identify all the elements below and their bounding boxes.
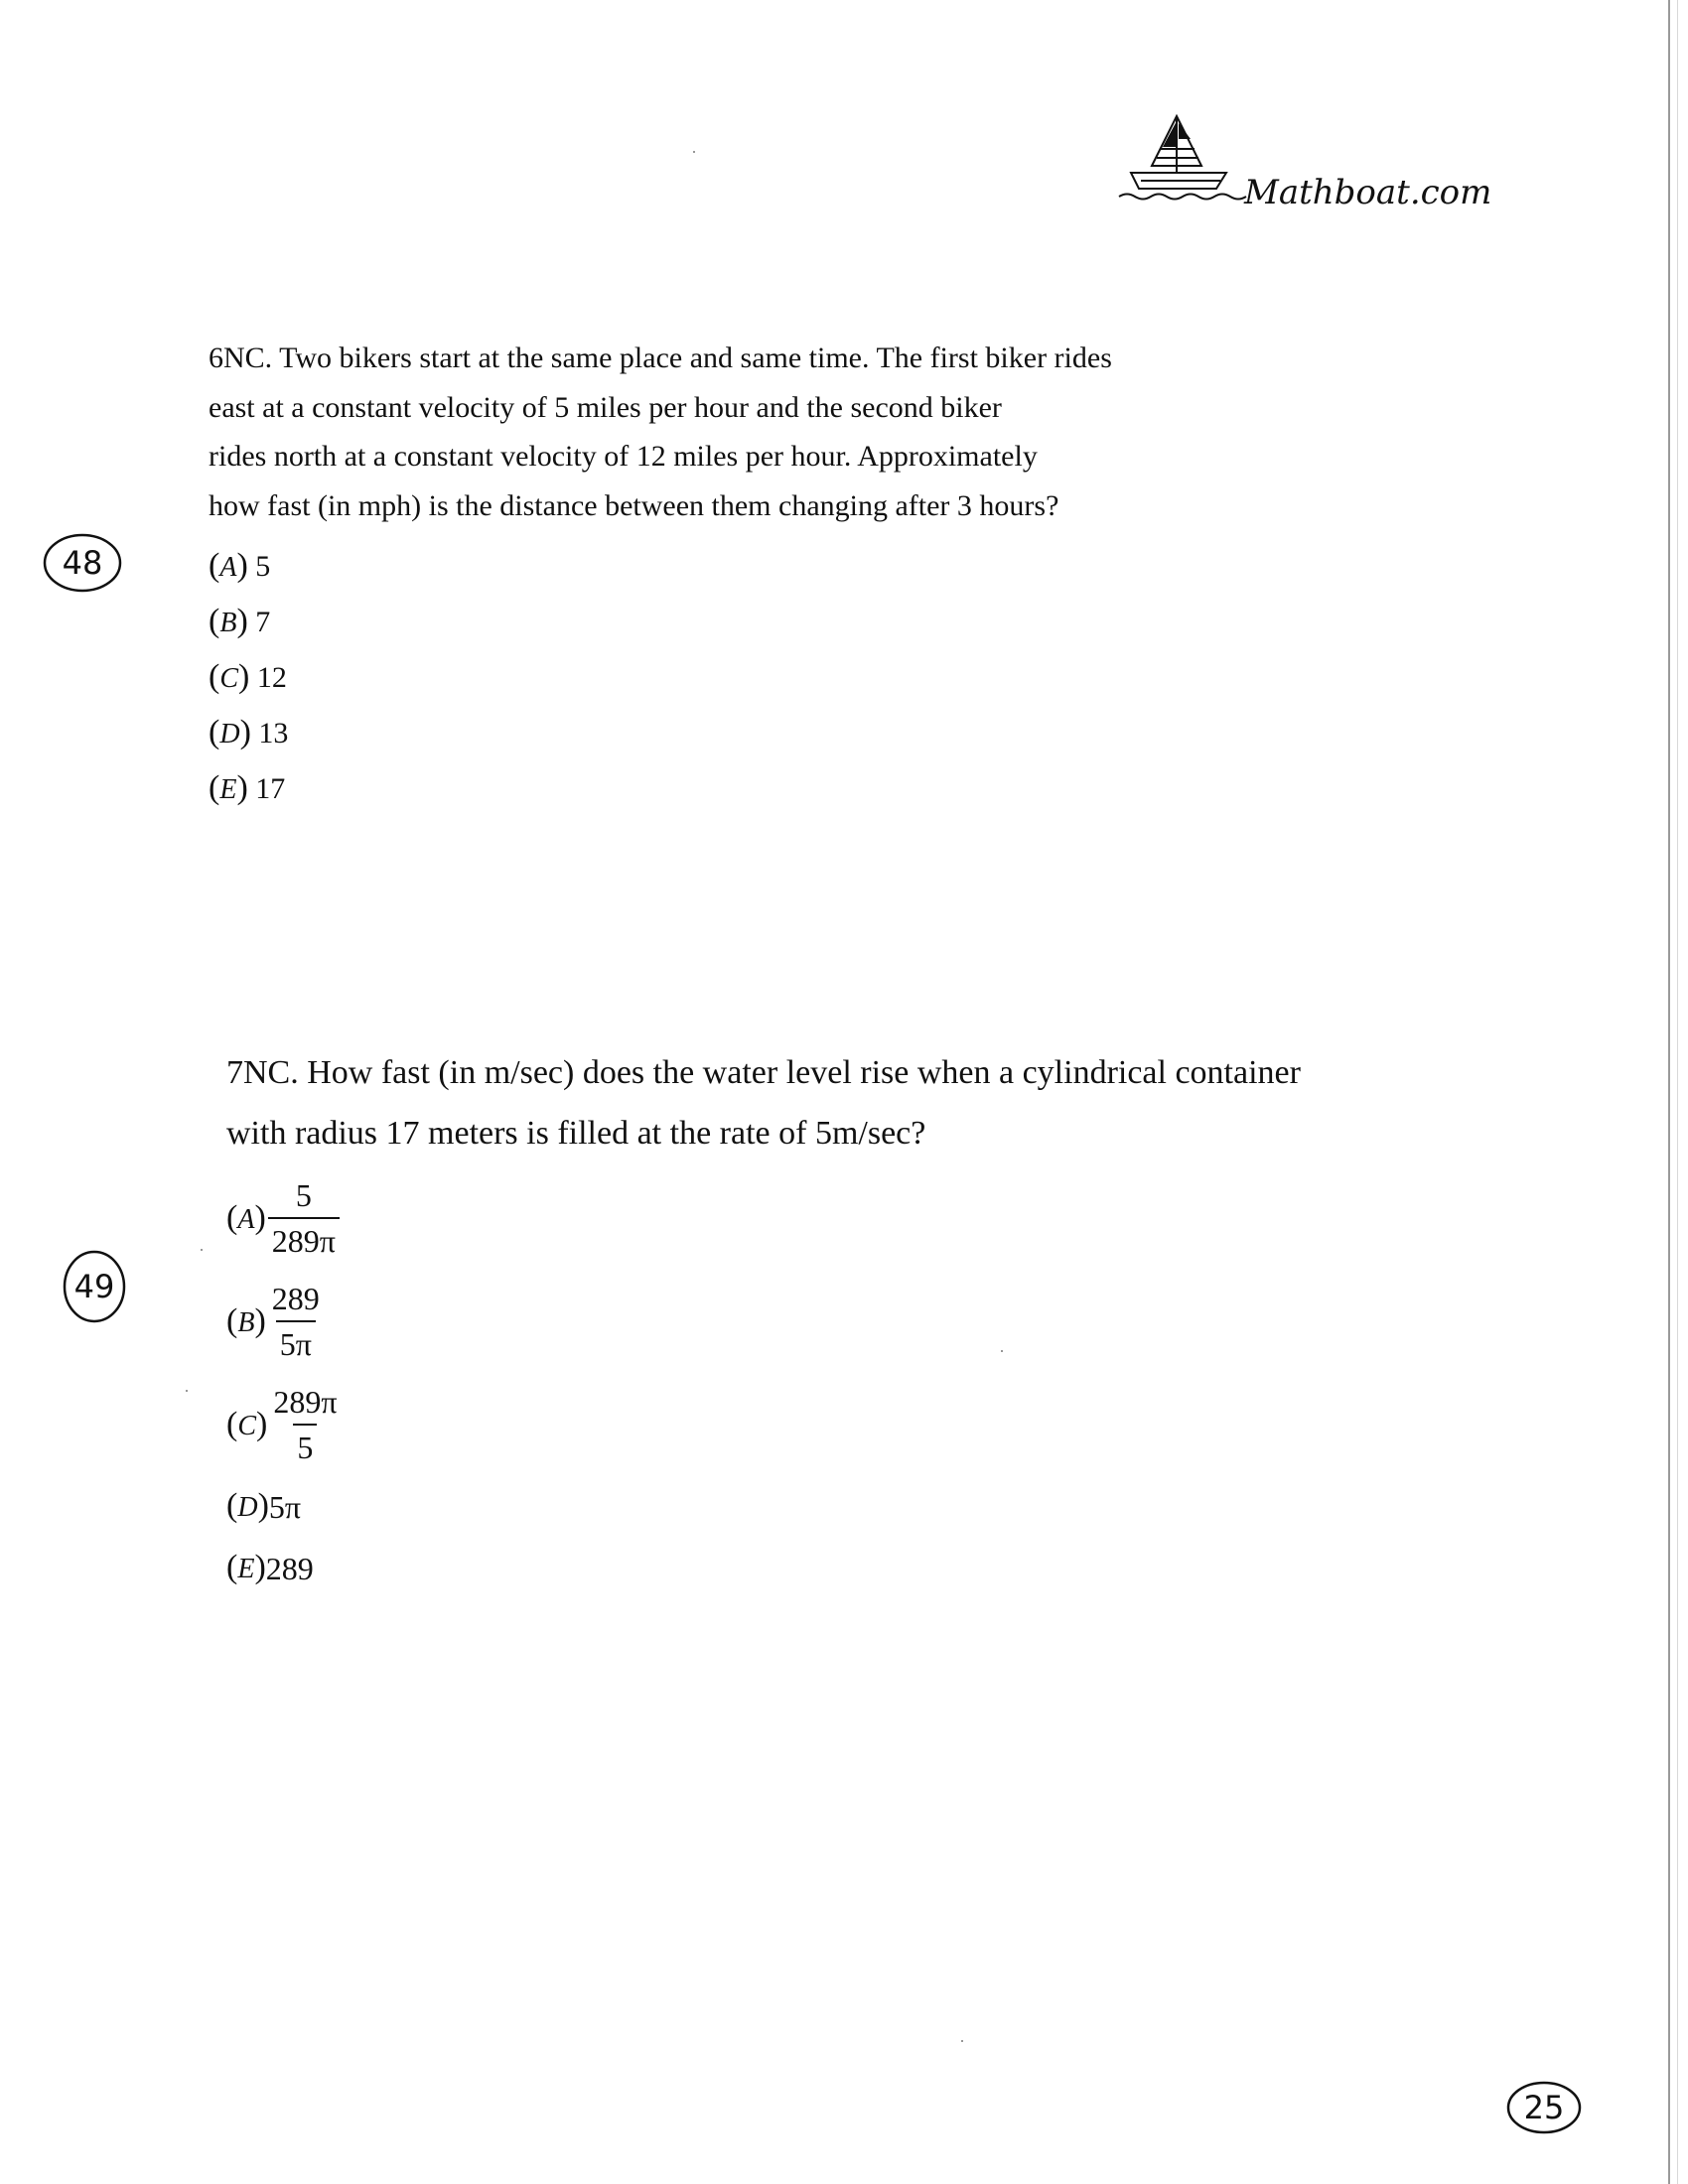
- fraction: $\frac{289\pi}{5}$: [269, 1380, 341, 1469]
- question-7nc: [226, 1042, 1517, 1163]
- option-c: (C) 12: [209, 658, 287, 695]
- question-line: 7NC. How fast (in m/sec) does the water level rise when a cylindrical container: [226, 1054, 1301, 1091]
- scan-edge: [1668, 0, 1670, 2184]
- question-6nc: [209, 334, 1251, 530]
- option-e: (E) 17: [209, 769, 286, 806]
- option-value: 17: [255, 772, 286, 805]
- fraction: $\frac{289}{5\pi}$: [268, 1277, 324, 1366]
- option-value: 12: [256, 661, 287, 694]
- question-line: how fast (in mph) is the distance between them changing after 3 hours?: [209, 488, 1059, 522]
- question-7nc-options: [226, 1166, 342, 1599]
- scan-speck: [961, 2040, 963, 2042]
- handwritten-question-number: 48: [42, 531, 123, 595]
- mathboat-logo: [1117, 111, 1534, 210]
- question-line: 6NC. Two bikers start at the same place and same time. The first biker rides: [209, 341, 1112, 374]
- question-line: with radius 17 meters is filled at the rate of 5m/sec?: [226, 1115, 926, 1152]
- option-a: (A) 5: [209, 547, 271, 584]
- fraction: $\frac{5}{289\pi}$: [268, 1173, 340, 1263]
- option-d: (D) 5π: [226, 1476, 342, 1538]
- question-6nc-options: [209, 538, 288, 816]
- question-line: rides north at a constant velocity of 12 miles per hour. Approximately: [209, 440, 1038, 473]
- handwritten-question-number: 49: [62, 1249, 127, 1324]
- option-value: 289: [265, 1551, 314, 1586]
- scan-speck: [186, 1390, 188, 1392]
- scan-speck: [693, 151, 695, 153]
- option-b: (B) 7: [209, 603, 271, 639]
- option-value: 5π: [268, 1489, 302, 1525]
- scan-speck: [201, 1249, 203, 1251]
- option-value: 5: [255, 550, 271, 583]
- option-value: 7: [255, 606, 271, 638]
- option-value: 13: [258, 717, 289, 750]
- option-c: (C) $\frac{289\pi}{5}$: [226, 1373, 342, 1476]
- option-e: (E) 289: [226, 1538, 342, 1599]
- option-b: (B) $\frac{289}{5\pi}$: [226, 1270, 342, 1373]
- option-d: (D) 13: [209, 714, 289, 751]
- handwritten-page-number: 25: [1504, 2080, 1584, 2135]
- logo-text: Mathboat.com: [1244, 173, 1492, 212]
- option-a: (A) $\frac{5}{289\pi}$: [226, 1166, 342, 1270]
- scan-speck: [1001, 1350, 1003, 1352]
- scan-edge-faint: [1677, 0, 1678, 2184]
- question-line: east at a constant velocity of 5 miles per hour and the second biker: [209, 390, 1002, 424]
